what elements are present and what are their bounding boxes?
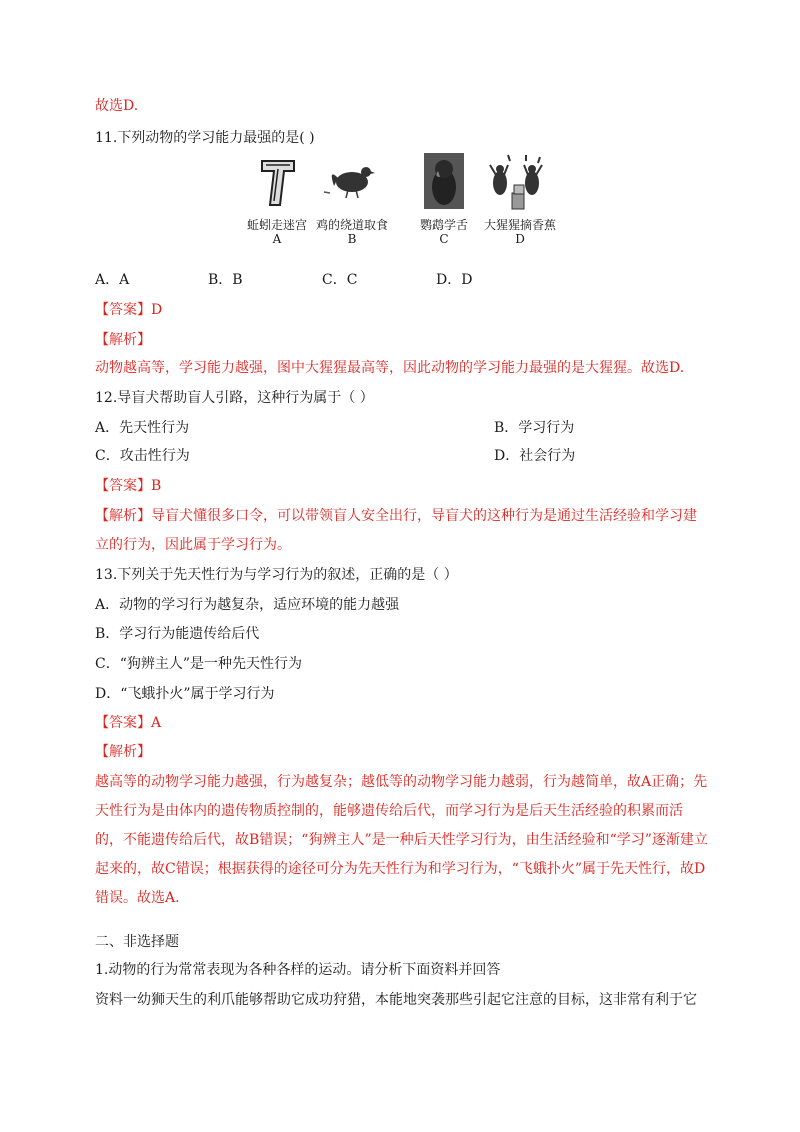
q11-option-a: A．A: [95, 272, 130, 288]
figure-letter: A: [272, 232, 282, 246]
q13-analysis: 越高等的动物学习能力越强，行为越复杂；越低等的动物学习能力越弱，行为越简单，故A正确；先天性行为是由体内的遗传物质控制的，能够遗传给后代，而学习行为是后天生活经验的积累而活的，不能遗传给后代，故B错误；“狗辨主人”是一种后天性学习行为，由生活经验和“学习”逐渐建立起来的，故C错误；根据获得的途径可分为先天性行为和学习行为，“飞蛾扑火”属于先天性行，故D错误。故选A.: [95, 774, 708, 906]
q13-option-d: D．“飞蛾扑火”属于学习行为: [95, 686, 275, 702]
q13-option-b: B．学习行为能遗传给后代: [95, 626, 260, 642]
q11-stem: 11.下列动物的学习能力最强的是( ): [95, 130, 315, 146]
q12-answer: 【答案】B: [95, 478, 162, 494]
q12-option-d: D．社会行为: [494, 448, 576, 464]
q12-option-a: A．先天性行为: [95, 420, 190, 436]
section-material: 资料一幼狮天生的利爪能够帮助它成功狩猎，本能地突袭那些引起它注意的目标，这非常有利于它: [95, 992, 697, 1008]
q12-analysis: 【解析】导盲犬懂很多口令，可以带领盲人安全出行，导盲犬的这种行为是通过生活经验和学习建立的行为，因此属于学习行为。: [95, 508, 697, 553]
gorilla-banana-icon: [486, 153, 550, 215]
figure-caption: 大猩猩摘香蕉: [483, 218, 556, 232]
q11-option-d: D．D: [436, 272, 473, 288]
q11-option-c: C．C: [322, 272, 358, 288]
q13-option-c: C．“狗辨主人”是一种先天性行为: [95, 656, 303, 672]
q12-option-c: C．攻击性行为: [95, 448, 190, 464]
q12-option-b: B．学习行为: [494, 420, 575, 436]
q13-stem: 13.下列关于先天性行为与学习行为的叙述，正确的是（ ）: [95, 567, 458, 583]
prev-conclusion: 故选D.: [95, 98, 139, 114]
q12-stem: 12.导盲犬帮助盲人引路，这种行为属于（ ）: [95, 390, 374, 406]
figure-caption: 蚯蚓走迷宫: [246, 218, 307, 232]
q13-analysis-label: 【解析】: [95, 744, 151, 760]
q11-option-b: B．B: [208, 272, 243, 288]
chicken-icon: [322, 160, 382, 204]
figure-letter: B: [347, 232, 357, 246]
figure-caption: 鸡的绕道取食: [315, 218, 388, 232]
earthworm-maze-icon: [258, 157, 298, 213]
q11-analysis: 动物越高等，学习能力越强，图中大猩猩最高等，因此动物的学习能力最强的是大猩猩。故选D.: [95, 360, 685, 376]
figure-caption: 鹦鹉学舌: [419, 218, 468, 232]
q11-answer: 【答案】D: [95, 302, 163, 318]
section-heading: 二、非选择题: [95, 934, 179, 950]
q11-analysis-label: 【解析】: [95, 332, 151, 348]
q13-answer: 【答案】A: [95, 715, 162, 731]
parrot-icon: [424, 153, 464, 213]
figure-letter: D: [515, 232, 525, 246]
section-q1-stem: 1.动物的行为常常表现为各种各样的运动。请分析下面资料并回答: [95, 962, 501, 978]
q13-option-a: A．动物的学习行为越复杂，适应环境的能力越强: [95, 597, 400, 613]
figure-letter: C: [439, 232, 449, 246]
